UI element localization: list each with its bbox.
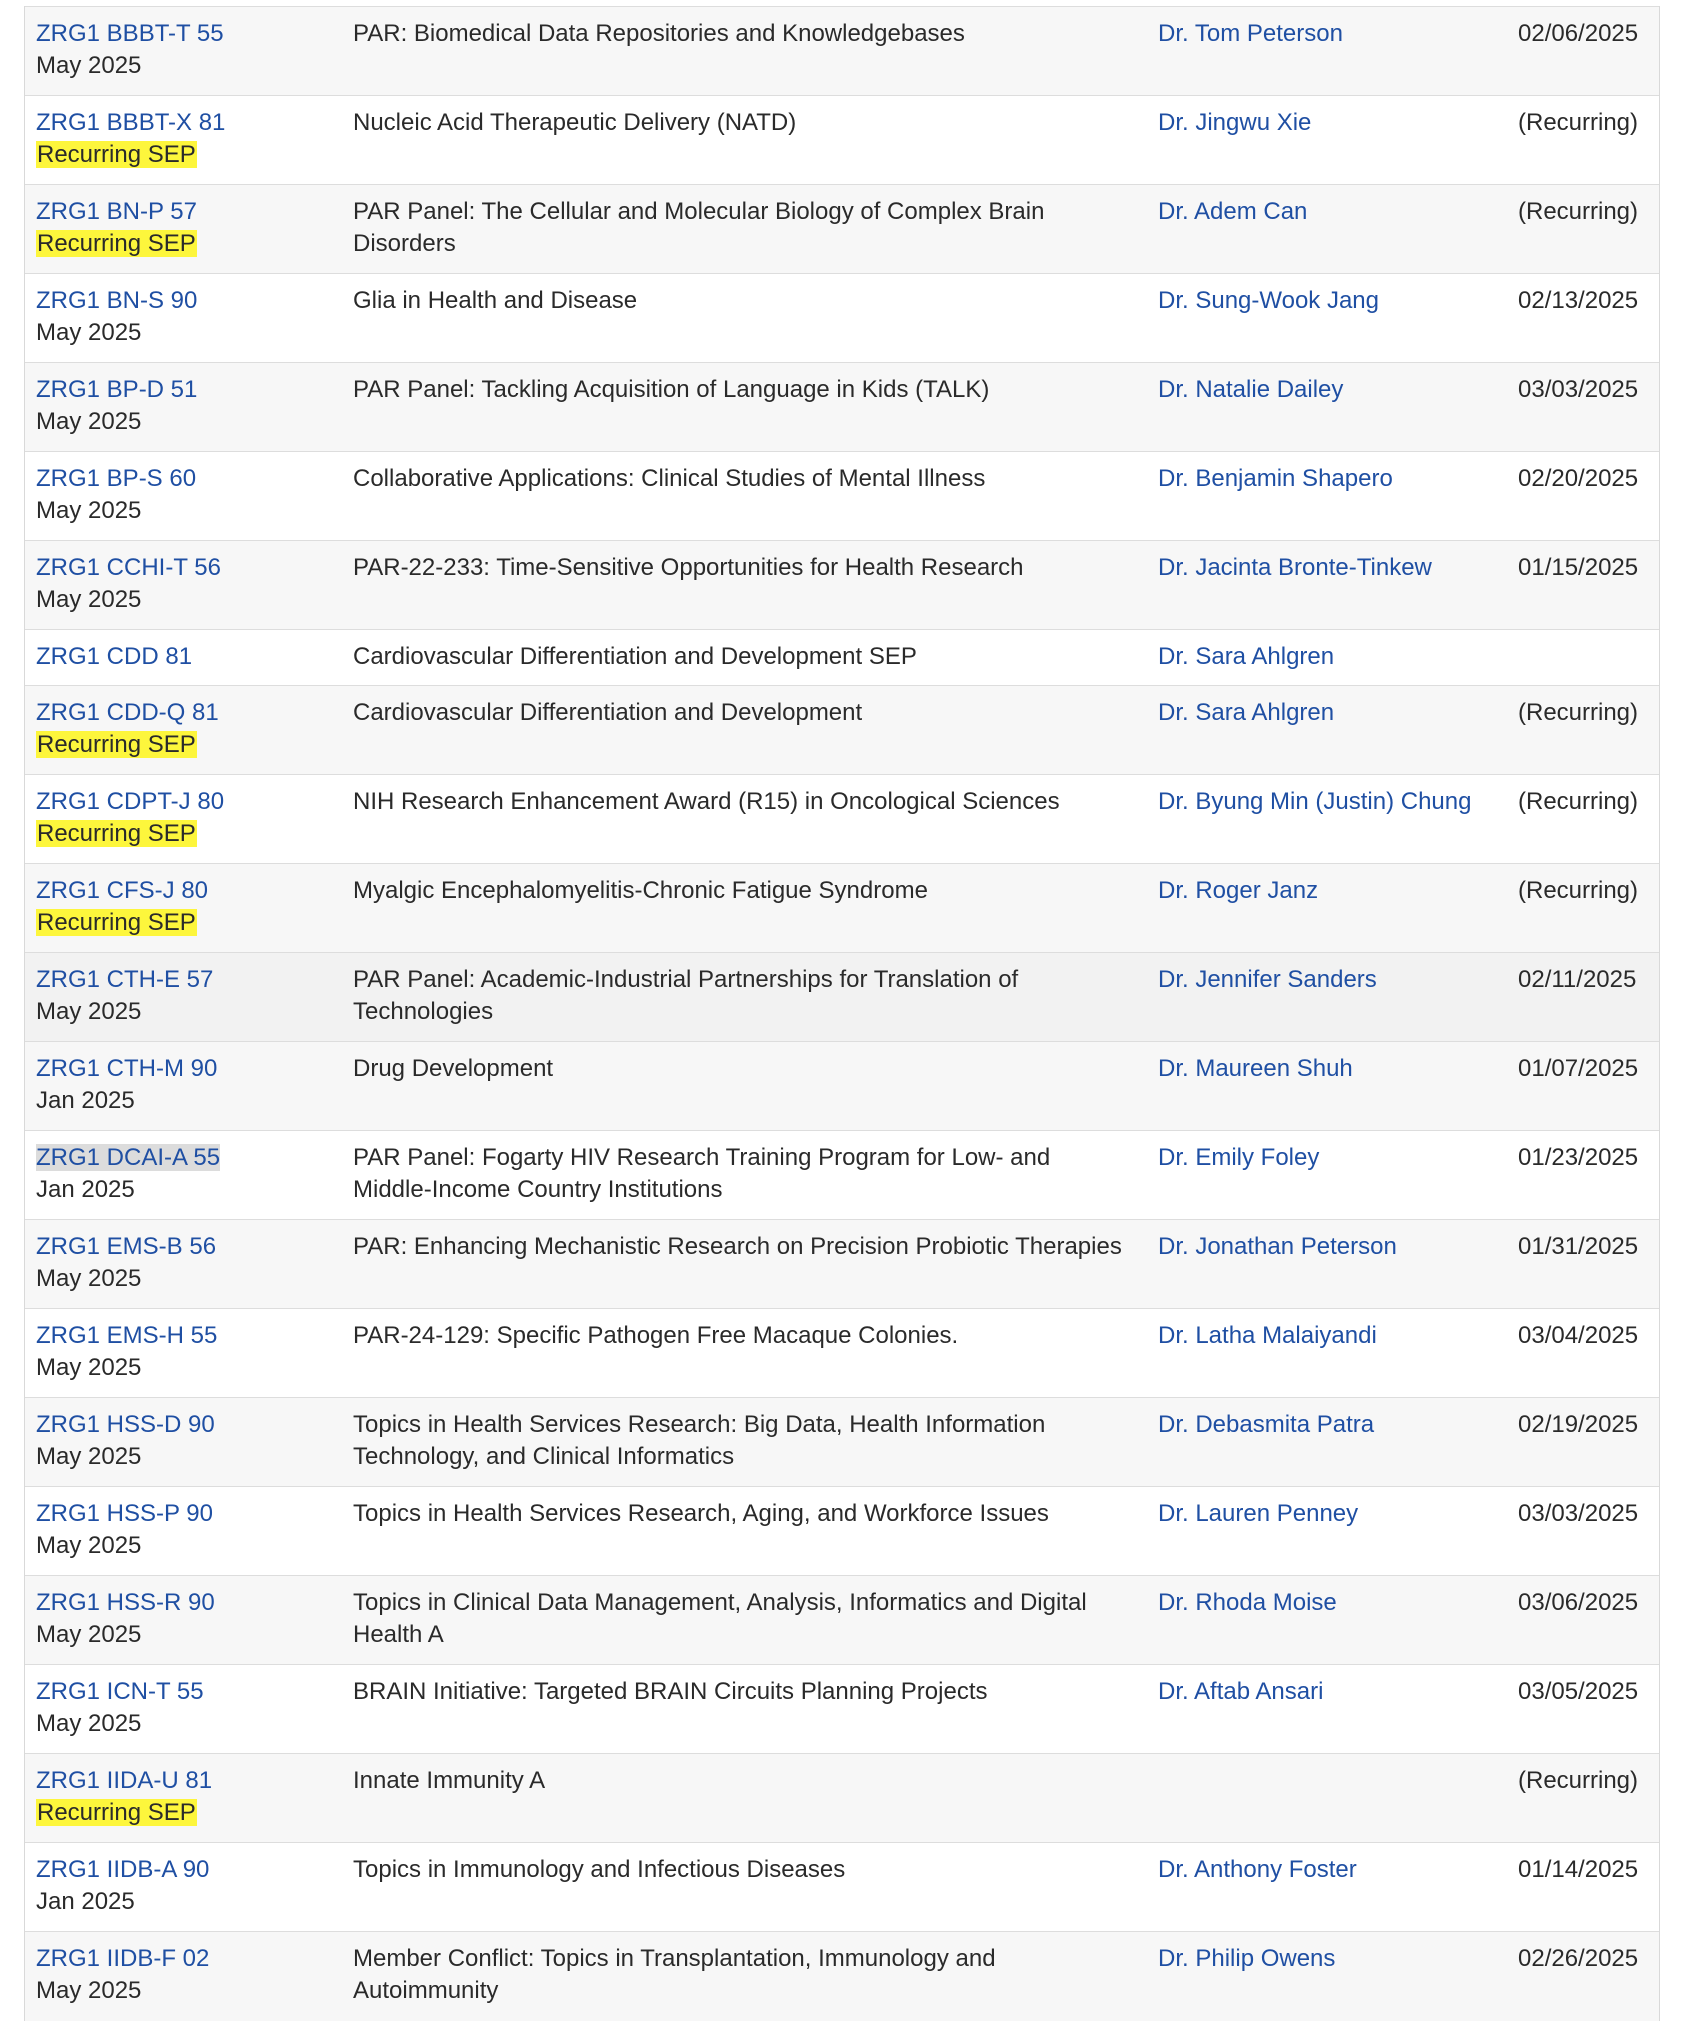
- review-cycle: May 2025: [36, 319, 142, 346]
- sep-code-link[interactable]: ZRG1 CDD 81: [36, 643, 193, 670]
- review-cycle: May 2025: [36, 1621, 142, 1648]
- sep-code-cell: [25, 185, 341, 274]
- sro-contact-link[interactable]: Dr. Sara Ahlgren: [1158, 699, 1335, 726]
- sro-cell: [1146, 1131, 1518, 1220]
- review-cycle: Jan 2025: [36, 1087, 135, 1114]
- sep-title: Innate Immunity A: [341, 1754, 1146, 1843]
- sep-title: PAR Panel: Academic-Industrial Partnerships for Translation of Technologies: [341, 953, 1146, 1042]
- sep-code-cell: [25, 630, 341, 686]
- sep-code-link[interactable]: ZRG1 BP-S 60: [36, 465, 197, 492]
- sro-cell: [1146, 1576, 1518, 1665]
- meeting-date: 03/05/2025: [1518, 1665, 1659, 1754]
- sep-code-link[interactable]: ZRG1 CCHI-T 56: [36, 554, 221, 581]
- sro-cell: [1146, 630, 1518, 686]
- table-row: [25, 775, 1659, 864]
- sep-code-link[interactable]: ZRG1 IIDB-F 02: [36, 1945, 210, 1972]
- meeting-date: 03/04/2025: [1518, 1309, 1659, 1398]
- sro-contact-link[interactable]: Dr. Jingwu Xie: [1158, 109, 1312, 136]
- sep-code-cell: [25, 1398, 341, 1487]
- sep-title: NIH Research Enhancement Award (R15) in Oncological Sciences: [341, 775, 1146, 864]
- review-cycle: May 2025: [36, 998, 142, 1025]
- sep-code-cell: [25, 686, 341, 775]
- table-row: [25, 864, 1659, 953]
- sep-code-cell: [25, 1487, 341, 1576]
- meeting-date: 02/13/2025: [1518, 274, 1659, 363]
- table-row: [25, 185, 1659, 274]
- sep-code-link[interactable]: ZRG1 HSS-D 90: [36, 1411, 215, 1438]
- meeting-date: 02/19/2025: [1518, 1398, 1659, 1487]
- table-row: [25, 953, 1659, 1042]
- sep-code-cell: [25, 363, 341, 452]
- sep-title: Topics in Health Services Research, Aging, and Workforce Issues: [341, 1487, 1146, 1576]
- review-cycle: May 2025: [36, 1977, 142, 2004]
- sep-code-link[interactable]: ZRG1 IIDB-A 90: [36, 1856, 210, 1883]
- sep-code-link[interactable]: ZRG1 BN-S 90: [36, 287, 198, 314]
- meeting-date: 01/23/2025: [1518, 1131, 1659, 1220]
- sro-cell: [1146, 363, 1518, 452]
- meeting-date: 01/31/2025: [1518, 1220, 1659, 1309]
- table-row: [25, 274, 1659, 363]
- sro-contact-link[interactable]: Dr. Aftab Ansari: [1158, 1678, 1324, 1705]
- sep-title: Topics in Immunology and Infectious Diseases: [341, 1843, 1146, 1932]
- sep-code-cell: [25, 775, 341, 864]
- sep-title: Glia in Health and Disease: [341, 274, 1146, 363]
- sep-code-link[interactable]: ZRG1 CFS-J 80: [36, 877, 209, 904]
- sro-cell: [1146, 1754, 1518, 1843]
- sro-contact-link[interactable]: Dr. Debasmita Patra: [1158, 1411, 1375, 1438]
- meeting-date: 01/15/2025: [1518, 541, 1659, 630]
- sro-cell: [1146, 864, 1518, 953]
- recurring-sep-badge: Recurring SEP: [37, 230, 196, 257]
- sro-cell: [1146, 1843, 1518, 1932]
- review-cycle: Jan 2025: [36, 1176, 135, 1203]
- sep-title: Member Conflict: Topics in Transplantation, Immunology and Autoimmunity: [341, 1932, 1146, 2021]
- review-cycle: May 2025: [36, 1532, 142, 1559]
- sep-code-cell: [25, 1309, 341, 1398]
- sro-contact-link[interactable]: Dr. Byung Min (Justin) Chung: [1158, 788, 1472, 815]
- review-cycle: May 2025: [36, 1354, 142, 1381]
- review-cycle: May 2025: [36, 1265, 142, 1292]
- meeting-date: (Recurring): [1518, 686, 1659, 775]
- sro-contact-link[interactable]: Dr. Rhoda Moise: [1158, 1589, 1337, 1616]
- sep-title: PAR Panel: Tackling Acquisition of Language in Kids (TALK): [341, 363, 1146, 452]
- sep-code-link[interactable]: ZRG1 ICN-T 55: [36, 1678, 204, 1705]
- sro-cell: [1146, 452, 1518, 541]
- review-cycle: May 2025: [36, 497, 142, 524]
- meeting-date: (Recurring): [1518, 775, 1659, 864]
- meeting-date: 03/03/2025: [1518, 363, 1659, 452]
- sro-contact-link[interactable]: Dr. Jonathan Peterson: [1158, 1233, 1397, 1260]
- sep-code-link[interactable]: ZRG1 BN-P 57: [36, 198, 197, 225]
- table-row: [25, 96, 1659, 185]
- sep-code-cell: [25, 864, 341, 953]
- sro-cell: [1146, 1932, 1518, 2021]
- sep-code-cell: [25, 1042, 341, 1131]
- sep-code-cell: [25, 452, 341, 541]
- table-row: [25, 363, 1659, 452]
- table-row: [25, 1487, 1659, 1576]
- sro-cell: [1146, 541, 1518, 630]
- sro-cell: [1146, 96, 1518, 185]
- table-row: [25, 452, 1659, 541]
- sep-code-cell: [25, 1754, 341, 1843]
- sep-code-link[interactable]: ZRG1 HSS-R 90: [36, 1589, 215, 1616]
- sro-cell: [1146, 185, 1518, 274]
- sep-code-cell: [25, 7, 341, 96]
- sep-title: Cardiovascular Differentiation and Development: [341, 686, 1146, 775]
- table-row: [25, 686, 1659, 775]
- sro-contact-link[interactable]: Dr. Latha Malaiyandi: [1158, 1322, 1377, 1349]
- sro-cell: [1146, 1398, 1518, 1487]
- sep-title: PAR Panel: The Cellular and Molecular Biology of Complex Brain Disorders: [341, 185, 1146, 274]
- sep-code-link[interactable]: ZRG1 CDD-Q 81: [36, 699, 219, 726]
- sro-contact-link[interactable]: Dr. Sung-Wook Jang: [1158, 287, 1380, 314]
- meeting-date: 03/06/2025: [1518, 1576, 1659, 1665]
- recurring-sep-badge: Recurring SEP: [37, 1799, 196, 1826]
- sep-title: Myalgic Encephalomyelitis-Chronic Fatigue Syndrome: [341, 864, 1146, 953]
- sep-title: PAR Panel: Fogarty HIV Research Training Program for Low- and Middle-Income Country Institutions: [341, 1131, 1146, 1220]
- sro-contact-link[interactable]: Dr. Roger Janz: [1158, 877, 1319, 904]
- table-row: [25, 1309, 1659, 1398]
- sro-cell: [1146, 7, 1518, 96]
- sep-code-cell: [25, 1843, 341, 1932]
- meeting-date: (Recurring): [1518, 1754, 1659, 1843]
- sro-cell: [1146, 686, 1518, 775]
- table-row: [25, 1042, 1659, 1131]
- sep-title: Nucleic Acid Therapeutic Delivery (NATD): [341, 96, 1146, 185]
- sro-cell: [1146, 1309, 1518, 1398]
- table-row: [25, 1665, 1659, 1754]
- review-cycle: [36, 1797, 329, 1829]
- sro-contact-link[interactable]: Dr. Emily Foley: [1158, 1144, 1320, 1171]
- sro-cell: [1146, 1487, 1518, 1576]
- review-cycle: [36, 818, 329, 850]
- table-row: [25, 630, 1659, 686]
- sro-contact-link[interactable]: Dr. Maureen Shuh: [1158, 1055, 1353, 1082]
- sep-code-cell: [25, 1131, 341, 1220]
- meeting-date: (Recurring): [1518, 864, 1659, 953]
- sep-title: Collaborative Applications: Clinical Studies of Mental Illness: [341, 452, 1146, 541]
- sep-code-cell: [25, 96, 341, 185]
- review-cycle: [36, 139, 329, 171]
- table-body: [25, 7, 1659, 2021]
- review-cycle: May 2025: [36, 52, 142, 79]
- sep-code-link[interactable]: ZRG1 CTH-E 57: [36, 966, 214, 993]
- meeting-date: 02/20/2025: [1518, 452, 1659, 541]
- table-row: [25, 1131, 1659, 1220]
- meeting-date: 03/03/2025: [1518, 1487, 1659, 1576]
- sro-cell: [1146, 1042, 1518, 1131]
- review-cycle: May 2025: [36, 1443, 142, 1470]
- table-row: [25, 1398, 1659, 1487]
- table-row: [25, 1932, 1659, 2021]
- recurring-sep-badge: Recurring SEP: [37, 820, 196, 847]
- meeting-date: 01/07/2025: [1518, 1042, 1659, 1131]
- sep-code-cell: [25, 274, 341, 363]
- meeting-date: 01/14/2025: [1518, 1843, 1659, 1932]
- recurring-sep-badge: Recurring SEP: [37, 141, 196, 168]
- sep-title: PAR: Biomedical Data Repositories and Knowledgebases: [341, 7, 1146, 96]
- table-row: [25, 541, 1659, 630]
- review-cycle: [36, 228, 329, 260]
- meeting-date: 02/26/2025: [1518, 1932, 1659, 2021]
- sro-cell: [1146, 1665, 1518, 1754]
- sro-cell: [1146, 1220, 1518, 1309]
- sep-table-container: [24, 6, 1660, 2021]
- sro-contact-link[interactable]: Dr. Adem Can: [1158, 198, 1308, 225]
- sro-contact-link[interactable]: Dr. Anthony Foster: [1158, 1856, 1357, 1883]
- sro-contact-link[interactable]: Dr. Benjamin Shapero: [1158, 465, 1393, 492]
- sep-code-cell: [25, 1932, 341, 2021]
- sep-code-link[interactable]: ZRG1 CDPT-J 80: [36, 788, 225, 815]
- sep-code-cell: [25, 953, 341, 1042]
- table-row: [25, 1220, 1659, 1309]
- table-row: [25, 1843, 1659, 1932]
- sro-cell: [1146, 953, 1518, 1042]
- sep-code-link[interactable]: ZRG1 HSS-P 90: [36, 1500, 213, 1527]
- sep-code-link[interactable]: ZRG1 BP-D 51: [36, 376, 198, 403]
- sep-code-link[interactable]: ZRG1 IIDA-U 81: [36, 1767, 213, 1794]
- recurring-sep-badge: Recurring SEP: [37, 909, 196, 936]
- sep-code-link[interactable]: ZRG1 EMS-H 55: [36, 1322, 218, 1349]
- sep-title: Cardiovascular Differentiation and Development SEP: [341, 630, 1146, 686]
- sep-title: Topics in Clinical Data Management, Analysis, Informatics and Digital Health A: [341, 1576, 1146, 1665]
- sep-title: Topics in Health Services Research: Big Data, Health Information Technology, and Clinical Informatics: [341, 1398, 1146, 1487]
- sep-code-link[interactable]: ZRG1 CTH-M 90: [36, 1055, 218, 1082]
- sep-title: PAR-24-129: Specific Pathogen Free Macaque Colonies.: [341, 1309, 1146, 1398]
- sep-code-link[interactable]: ZRG1 BBBT-X 81: [36, 109, 226, 136]
- recurring-sep-badge: Recurring SEP: [37, 731, 196, 758]
- meeting-date: 02/11/2025: [1518, 953, 1659, 1042]
- sro-contact-link[interactable]: Dr. Jacinta Bronte-Tinkew: [1158, 554, 1432, 581]
- meeting-date: 02/06/2025: [1518, 7, 1659, 96]
- meeting-date: (Recurring): [1518, 185, 1659, 274]
- sep-code-link[interactable]: ZRG1 DCAI-A 55: [36, 1144, 221, 1171]
- sep-code-link[interactable]: ZRG1 BBBT-T 55: [36, 20, 224, 47]
- sro-contact-link[interactable]: Dr. Sara Ahlgren: [1158, 643, 1335, 670]
- sep-title: Drug Development: [341, 1042, 1146, 1131]
- sep-code-cell: [25, 541, 341, 630]
- sep-code-cell: [25, 1576, 341, 1665]
- review-cycle: [36, 907, 329, 939]
- sro-contact-link[interactable]: Dr. Jennifer Sanders: [1158, 966, 1377, 993]
- sro-contact-link[interactable]: Dr. Natalie Dailey: [1158, 376, 1344, 403]
- sep-title: PAR: Enhancing Mechanistic Research on Precision Probiotic Therapies: [341, 1220, 1146, 1309]
- sro-cell: [1146, 775, 1518, 864]
- sro-contact-link[interactable]: Dr. Tom Peterson: [1158, 20, 1343, 47]
- sep-code-link[interactable]: ZRG1 EMS-B 56: [36, 1233, 217, 1260]
- review-cycle: May 2025: [36, 408, 142, 435]
- sro-contact-link[interactable]: Dr. Philip Owens: [1158, 1945, 1336, 1972]
- review-cycle: Jan 2025: [36, 1888, 135, 1915]
- sro-cell: [1146, 274, 1518, 363]
- review-cycle: May 2025: [36, 586, 142, 613]
- sep-title: BRAIN Initiative: Targeted BRAIN Circuits Planning Projects: [341, 1665, 1146, 1754]
- table-row: [25, 1576, 1659, 1665]
- sep-code-cell: [25, 1665, 341, 1754]
- sro-contact-link[interactable]: Dr. Lauren Penney: [1158, 1500, 1359, 1527]
- table-row: [25, 7, 1659, 96]
- sep-meetings-table: [25, 6, 1659, 2021]
- table-row: [25, 1754, 1659, 1843]
- meeting-date: [1518, 630, 1659, 686]
- review-cycle: May 2025: [36, 1710, 142, 1737]
- sep-code-cell: [25, 1220, 341, 1309]
- meeting-date: (Recurring): [1518, 96, 1659, 185]
- review-cycle: [36, 729, 329, 761]
- sep-title: PAR-22-233: Time-Sensitive Opportunities for Health Research: [341, 541, 1146, 630]
